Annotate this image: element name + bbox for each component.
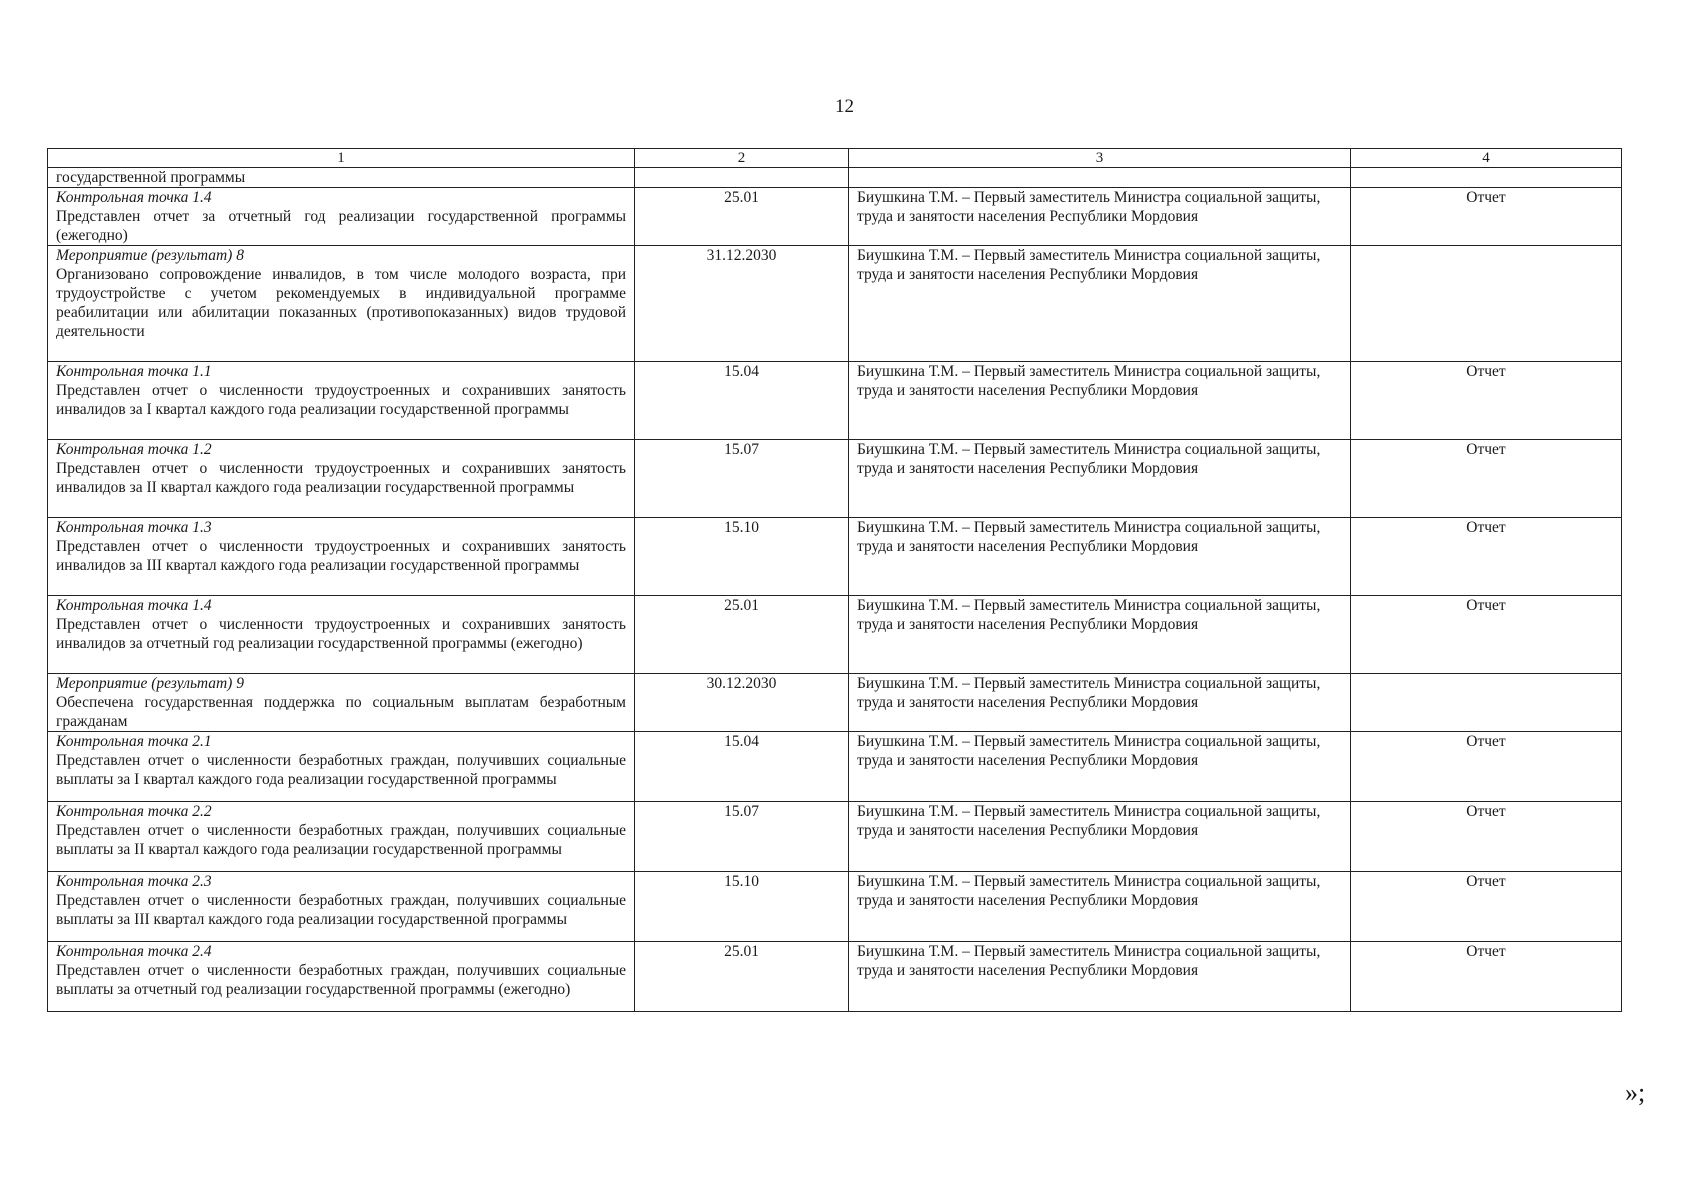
- activity-cell: [48, 732, 635, 802]
- table-row: [48, 674, 1622, 732]
- activity-cell: [48, 802, 635, 872]
- activity-description: Представлен отчет о численности трудоустроенных и сохранивших занятость инвалидов за отчетный год реализации государственной программы (ежегодно): [56, 616, 626, 652]
- responsible-cell: Биушкина Т.М. – Первый заместитель Министра социальной защиты, труда и занятости населения Республики Мордовия: [849, 872, 1351, 942]
- responsible-cell: Биушкина Т.М. – Первый заместитель Министра социальной защиты, труда и занятости населения Республики Мордовия: [849, 732, 1351, 802]
- table-row: [48, 246, 1622, 362]
- deadline-cell: 15.07: [635, 440, 849, 518]
- column-header-1: 1: [48, 149, 635, 168]
- activity-cell: [48, 246, 635, 362]
- deadline-cell: 25.01: [635, 942, 849, 1012]
- activity-cell: [48, 872, 635, 942]
- activity-description: Представлен отчет о численности безработных граждан, получивших социальные выплаты за I квартал каждого года реализации государственной программы: [56, 752, 626, 788]
- activity-cell: [48, 942, 635, 1012]
- activity-title: Контрольная точка 2.4: [56, 943, 212, 960]
- table-row: [48, 596, 1622, 674]
- column-header-2: 2: [635, 149, 849, 168]
- deadline-cell: [635, 168, 849, 188]
- table-row: [48, 440, 1622, 518]
- responsible-cell: [849, 168, 1351, 188]
- activity-title: Контрольная точка 1.4: [56, 597, 212, 614]
- result-type-cell: Отчет: [1351, 596, 1622, 674]
- deadline-cell: 31.12.2030: [635, 246, 849, 362]
- deadline-cell: 15.04: [635, 362, 849, 440]
- result-type-cell: [1351, 246, 1622, 362]
- table-header-row: [48, 149, 1622, 168]
- activity-description: Представлен отчет о численности трудоустроенных и сохранивших занятость инвалидов за III квартал каждого года реализации государственной программы: [56, 538, 626, 574]
- closing-quote-mark: »;: [1625, 1078, 1646, 1107]
- activity-cell: [48, 362, 635, 440]
- result-type-cell: Отчет: [1351, 188, 1622, 246]
- responsible-cell: Биушкина Т.М. – Первый заместитель Министра социальной защиты, труда и занятости населения Республики Мордовия: [849, 362, 1351, 440]
- activity-cell: [48, 188, 635, 246]
- activity-description: Представлен отчет о численности безработных граждан, получивших социальные выплаты за III квартал каждого года реализации государственной программы: [56, 892, 626, 928]
- table-body: [48, 168, 1622, 1012]
- table-row: [48, 168, 1622, 188]
- deadline-cell: 15.04: [635, 732, 849, 802]
- table-row: [48, 872, 1622, 942]
- activity-description: Представлен отчет о численности безработных граждан, получивших социальные выплаты за отчетный год реализации государственной программы (ежегодно): [56, 962, 626, 998]
- activity-cell: [48, 168, 635, 188]
- responsible-cell: Биушкина Т.М. – Первый заместитель Министра социальной защиты, труда и занятости населения Республики Мордовия: [849, 518, 1351, 596]
- page-number: 12: [835, 96, 854, 117]
- deadline-cell: 15.10: [635, 872, 849, 942]
- responsible-cell: Биушкина Т.М. – Первый заместитель Министра социальной защиты, труда и занятости населения Республики Мордовия: [849, 246, 1351, 362]
- activity-title: Контрольная точка 2.1: [56, 733, 212, 750]
- responsible-cell: Биушкина Т.М. – Первый заместитель Министра социальной защиты, труда и занятости населения Республики Мордовия: [849, 440, 1351, 518]
- activity-description: государственной программы: [56, 169, 246, 186]
- activity-title: Контрольная точка 1.1: [56, 363, 212, 380]
- activity-description: Обеспечена государственная поддержка по социальным выплатам безработным гражданам: [56, 694, 626, 730]
- responsible-cell: Биушкина Т.М. – Первый заместитель Министра социальной защиты, труда и занятости населения Республики Мордовия: [849, 802, 1351, 872]
- result-type-cell: Отчет: [1351, 518, 1622, 596]
- activity-cell: [48, 518, 635, 596]
- table-row: [48, 732, 1622, 802]
- result-type-cell: Отчет: [1351, 440, 1622, 518]
- deadline-cell: 30.12.2030: [635, 674, 849, 732]
- responsible-cell: Биушкина Т.М. – Первый заместитель Министра социальной защиты, труда и занятости населения Республики Мордовия: [849, 674, 1351, 732]
- deadline-cell: 15.07: [635, 802, 849, 872]
- result-type-cell: [1351, 674, 1622, 732]
- responsible-cell: Биушкина Т.М. – Первый заместитель Министра социальной защиты, труда и занятости населения Республики Мордовия: [849, 188, 1351, 246]
- plan-table: [47, 148, 1622, 1012]
- deadline-cell: 15.10: [635, 518, 849, 596]
- activity-description: Представлен отчет о численности безработных граждан, получивших социальные выплаты за II квартал каждого года реализации государственной программы: [56, 822, 626, 858]
- activity-cell: [48, 596, 635, 674]
- result-type-cell: Отчет: [1351, 872, 1622, 942]
- activity-cell: [48, 674, 635, 732]
- activity-title: Контрольная точка 1.4: [56, 189, 212, 206]
- deadline-cell: 25.01: [635, 596, 849, 674]
- activity-description: Представлен отчет о численности трудоустроенных и сохранивших занятость инвалидов за II квартал каждого года реализации государственной программы: [56, 460, 626, 496]
- result-type-cell: [1351, 168, 1622, 188]
- activity-description: Представлен отчет за отчетный год реализации государственной программы (ежегодно): [56, 208, 626, 244]
- activity-title: Контрольная точка 1.3: [56, 519, 212, 536]
- activity-title: Контрольная точка 2.3: [56, 873, 212, 890]
- column-header-3: 3: [849, 149, 1351, 168]
- activity-title: Контрольная точка 1.2: [56, 441, 212, 458]
- table-row: [48, 362, 1622, 440]
- column-header-4: 4: [1351, 149, 1622, 168]
- activity-title: Контрольная точка 2.2: [56, 803, 212, 820]
- result-type-cell: Отчет: [1351, 942, 1622, 1012]
- table-row: [48, 942, 1622, 1012]
- result-type-cell: Отчет: [1351, 732, 1622, 802]
- result-type-cell: Отчет: [1351, 802, 1622, 872]
- activity-title: Мероприятие (результат) 8: [56, 247, 244, 264]
- responsible-cell: Биушкина Т.М. – Первый заместитель Министра социальной защиты, труда и занятости населения Республики Мордовия: [849, 596, 1351, 674]
- deadline-cell: 25.01: [635, 188, 849, 246]
- table-row: [48, 802, 1622, 872]
- table-row: [48, 188, 1622, 246]
- activity-description: Организовано сопровождение инвалидов, в том числе молодого возраста, при трудоустройстве с учетом рекомендуемых в индивидуальной программе реабилитации или абилитации показанных (противопоказанных) видов трудовой деятельности: [56, 266, 626, 340]
- activity-cell: [48, 440, 635, 518]
- activity-title: Мероприятие (результат) 9: [56, 675, 244, 692]
- result-type-cell: Отчет: [1351, 362, 1622, 440]
- activity-description: Представлен отчет о численности трудоустроенных и сохранивших занятость инвалидов за I квартал каждого года реализации государственной программы: [56, 382, 626, 418]
- table-row: [48, 518, 1622, 596]
- responsible-cell: Биушкина Т.М. – Первый заместитель Министра социальной защиты, труда и занятости населения Республики Мордовия: [849, 942, 1351, 1012]
